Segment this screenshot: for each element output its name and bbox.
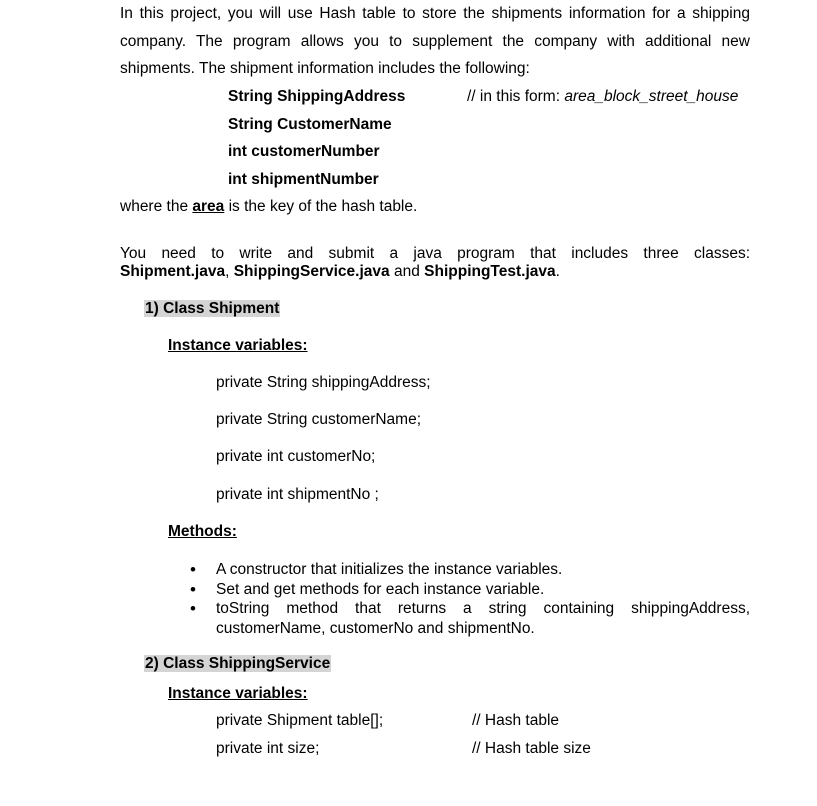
section-2-heading xyxy=(144,655,331,673)
key-note-key: area xyxy=(192,198,225,215)
tostring-line-1: • toString method that returns a string containing shippingAddress, xyxy=(216,600,750,617)
section-2-var-comment: // Hash table xyxy=(472,712,560,729)
section-2-var-comment: // Hash table size xyxy=(472,740,591,757)
section-1-var: private String shippingAddress; xyxy=(216,374,431,391)
key-note-before: where the xyxy=(120,198,193,215)
key-note-after: is the key of the hash table. xyxy=(224,198,418,215)
method-item-text: Set and get methods for each instance variable. xyxy=(216,580,545,598)
comment-format: area_block_street_house xyxy=(564,88,739,105)
method-item xyxy=(190,599,750,638)
method-item-text: A constructor that initializes the instance variables. xyxy=(216,561,563,578)
section-2-heading-text: 2) Class ShippingService xyxy=(145,655,331,672)
file-shipment: Shipment.java xyxy=(120,263,226,280)
method-item xyxy=(190,560,750,580)
submit-line-2 xyxy=(120,263,560,281)
file-end: . xyxy=(555,263,560,280)
comment-prefix: // in this form: xyxy=(467,88,565,105)
section-2-instance-label: Instance variables: xyxy=(168,685,308,702)
tostring-line-2: customerName, customerNo and shipmentNo. xyxy=(216,619,535,637)
file-sep-1: , xyxy=(225,263,234,280)
intro-line-1: In this project, you will use Hash table to store the shipments information for a shipping xyxy=(120,5,750,22)
section-2-var-decl: private Shipment table[]; xyxy=(216,712,384,729)
intro-line-3: shipments. The shipment information includes the following: xyxy=(120,60,530,77)
section-1-heading xyxy=(144,300,280,318)
section-1-var: private int customerNo; xyxy=(216,448,376,465)
field-shipment-number: int shipmentNumber xyxy=(228,171,379,188)
file-shipping-service: ShippingService.java xyxy=(233,263,390,280)
key-note xyxy=(120,198,417,216)
field-shipping-address: String ShippingAddress xyxy=(228,88,406,105)
field-customer-name: String CustomerName xyxy=(228,116,392,133)
file-shipping-test: ShippingTest.java xyxy=(424,263,556,280)
section-1-methods-label: Methods: xyxy=(168,523,237,540)
section-1-heading-text: 1) Class Shipment xyxy=(145,300,280,317)
method-item xyxy=(190,580,750,600)
section-1-var: private int shipmentNo ; xyxy=(216,486,379,503)
file-sep-2: and xyxy=(389,263,425,280)
section-2-var-decl: private int size; xyxy=(216,740,320,757)
field-customer-number: int customerNumber xyxy=(228,143,380,160)
section-1-var: private String customerName; xyxy=(216,411,422,428)
submit-line-1: You need to write and submit a java program that includes three classes: xyxy=(120,245,750,262)
intro-line-2: company. The program allows you to supplement the company with additional new xyxy=(120,33,750,50)
methods-list xyxy=(190,560,750,638)
section-1-instance-label: Instance variables: xyxy=(168,337,308,354)
field-shipping-address-comment xyxy=(467,88,738,106)
